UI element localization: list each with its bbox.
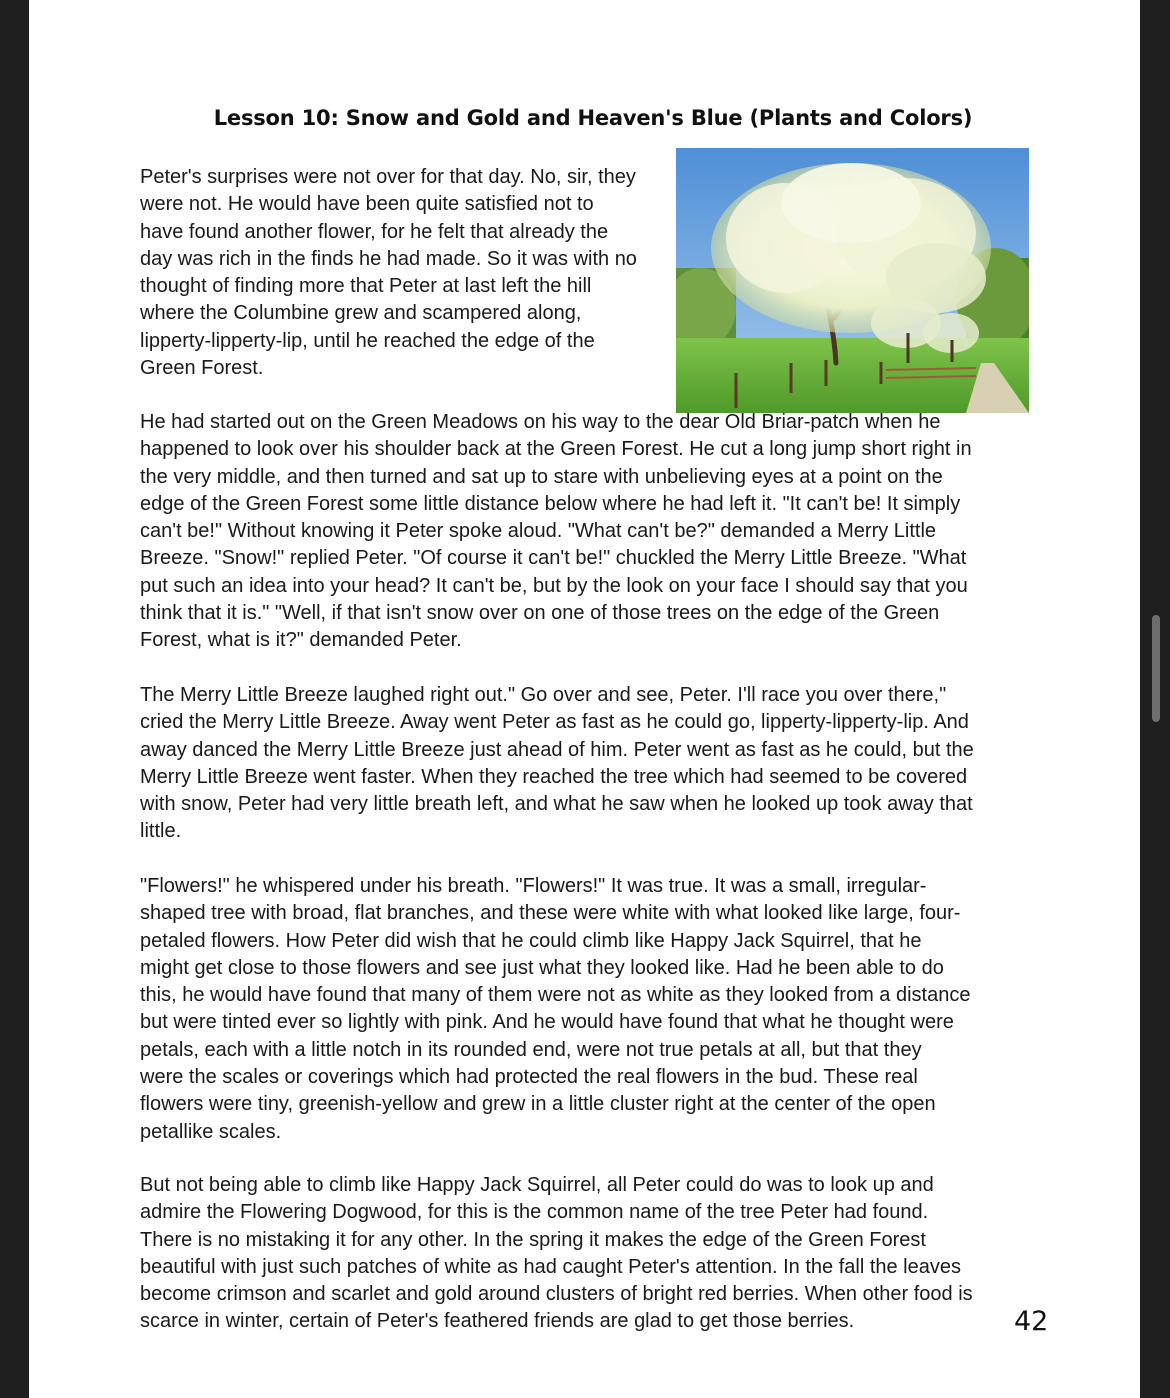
paragraph-1: Peter's surprises were not over for that day. No, sir, they were not. He would have been quite satisfied not to have found another flower, for he felt that already the day was rich in the finds he had made. So it was with no thought of finding more that Peter at last left the hill where the Columbine grew and scampered along, lipperty-lipperty-lip, until he reached the edge of the Green Forest.	[140, 166, 637, 380]
lesson-title: Lesson 10: Snow and Gold and Heaven's Blue (Plants and Colors)	[213, 106, 973, 130]
scrollbar-thumb[interactable]	[1152, 615, 1160, 722]
paragraph-3: The Merry Little Breeze laughed right out." Go over and see, Peter. I'll race you over there," cried the Merry Little Breeze. Away went Peter as fast as he could go, lipperty-lipperty-lip. And away danced the Merry Little Breeze just ahead of him. Peter went as fast as he could, but the Merry Little Breeze went faster. When they reached the tree which had seemed to be covered with snow, Peter had very little breath left, and what he saw when he looked up took away that little.	[140, 684, 974, 843]
flowering-dogwood-photo	[676, 148, 1029, 413]
document-page	[29, 0, 1140, 1398]
page-number: 42	[1014, 1306, 1049, 1337]
paragraph-5: But not being able to climb like Happy Jack Squirrel, all Peter could do was to look up and admire the Flowering Dogwood, for this is the common name of the tree Peter had found. There is no mistaking it for any other. In the spring it makes the edge of the Green Forest beautiful with just such patches of white as had caught Peter's attention. In the fall the leaves become crimson and scarlet and gold around clusters of bright red berries. When other food is scarce in winter, certain of Peter's feathered friends are glad to get those berries.	[140, 1174, 973, 1333]
paragraph-2: He had started out on the Green Meadows on his way to the dear Old Briar-patch when he happened to look over his shoulder back at the Green Forest. He cut a long jump short right in the very middle, and then turned and sat up to stare with unbelieving eyes at a point on the edge of the Green Forest some little distance below where he had left it. "It can't be! It simply can't be!" Without knowing it Peter spoke aloud. "What can't be?" demanded a Merry Little Breeze. "Snow!" replied Peter. "Of course it can't be!" chuckled the Merry Little Breeze. "What put such an idea into your head? It can't be, but by the look on your face I should say that you think that it is." "Well, if that isn't snow over on one of those trees on the edge of the Green Forest, what is it?" demanded Peter.	[140, 411, 972, 652]
paragraph-4: "Flowers!" he whispered under his breath. "Flowers!" It was true. It was a small, irregular- shaped tree with broad, flat branches, and these were white with what looked like large, four- petaled flowers. How Peter did wish that he could climb like Happy Jack Squirrel, that he might get close to those flowers and see just what they looked like. Had he been able to do this, he would have found that many of them were not as white as they looked from a distance but were tinted ever so lightly with pink. And he would have found that what he thought were petals, each with a little notch in its rounded end, were not true petals at all, but that they were the scales or coverings which had protected the real flowers in the bud. These real flowers were tiny, greenish-yellow and grew in a little cluster right at the center of the open petallike scales.	[140, 875, 971, 1143]
